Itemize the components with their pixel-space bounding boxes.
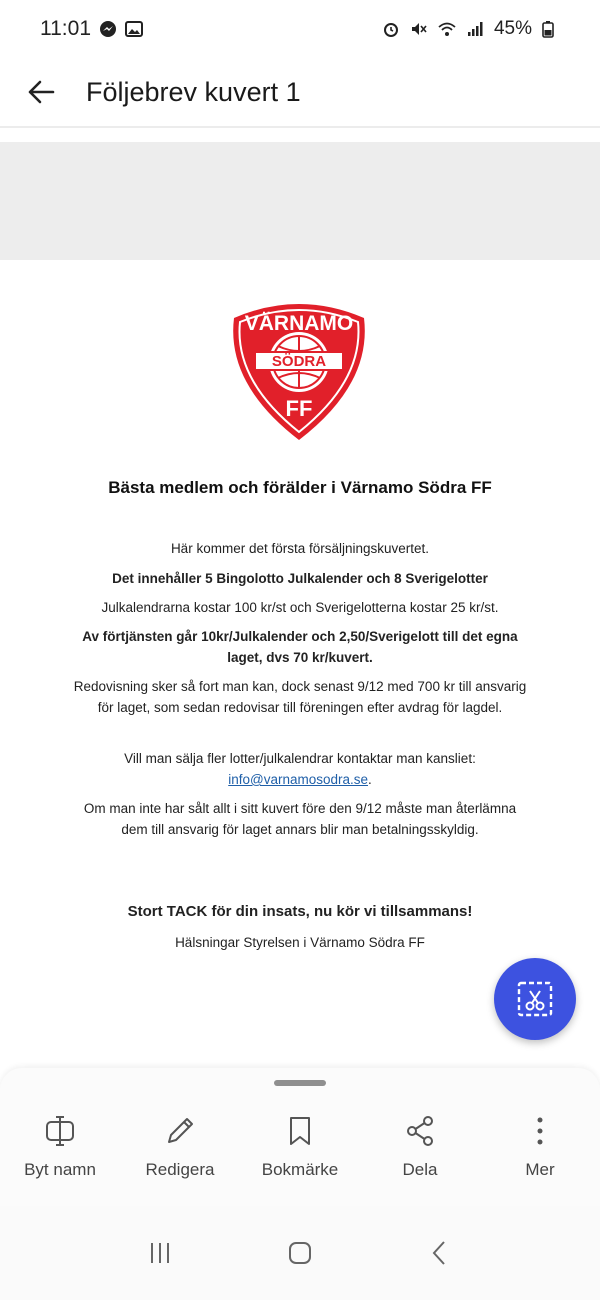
logo-mid-text: SÖDRA [271,353,327,370]
share-icon [403,1114,437,1148]
back-button[interactable] [24,75,58,109]
letter-paragraph-3: Julkalendrarna kostar 100 kr/st och Sverigelotterna kostar 25 kr/st. [101,600,499,615]
nav-back-icon [425,1238,455,1268]
alarm-icon [382,20,400,38]
battery-icon [542,20,560,38]
rename-label: Byt namn [24,1160,96,1179]
letter-heading: Bästa medlem och förälder i Värnamo Södra FF [108,478,492,497]
share-button[interactable] [360,1106,480,1206]
rename-button[interactable] [0,1106,120,1206]
recent-apps-button[interactable] [140,1233,180,1273]
recent-apps-icon [145,1238,175,1268]
nav-back-button[interactable] [420,1233,460,1273]
rename-icon [43,1114,77,1148]
back-arrow-icon [26,77,56,107]
letter-paragraph-6-suffix: . [368,772,372,787]
status-time: 11:01 [40,17,91,40]
action-row [0,1106,600,1206]
club-logo [226,296,372,442]
bookmark-button[interactable] [240,1106,360,1206]
share-label: Dela [402,1160,438,1179]
mute-icon [410,20,428,38]
bookmark-label: Bokmärke [261,1160,339,1179]
status-right [382,18,560,40]
more-label: Mer [525,1160,555,1179]
signal-icon [466,20,484,38]
page-title: Följebrev kuvert 1 [86,76,301,107]
email-link[interactable]: info@varnamosodra.se [228,772,368,787]
letter-signature: Hälsningar Styrelsen i Värnamo Södra FF [175,935,425,950]
status-left [40,17,143,41]
home-button[interactable] [280,1233,320,1273]
edit-button[interactable] [120,1106,240,1206]
bookmark-icon [283,1114,317,1148]
edit-label: Redigera [145,1160,215,1179]
letter-paragraph-1: Här kommer det första försäljningskuvertet. [170,541,430,556]
sheet-drag-handle[interactable] [274,1080,326,1086]
scissors-capture-icon [515,979,555,1019]
more-button[interactable] [480,1106,600,1206]
letter-paragraph-6-text: Vill man sälja fler lotter/julkalendrar kontaktar man kansliet: [124,751,476,766]
wifi-icon [438,20,456,38]
letter-paragraph-7: Om man inte har sålt allt i sitt kuvert före den 9/12 måste man återlämna dem till ansvarig för laget annars blir man betalningsskyldig. [83,801,517,837]
letter-paragraph-6 [70,748,530,790]
capture-fab-button[interactable] [494,958,576,1040]
home-icon [285,1238,315,1268]
letter-thanks: Stort TACK för din insats, nu kör vi tillsammans! [127,903,473,920]
gallery-icon [125,20,143,38]
system-navigation-bar [0,1206,600,1300]
letter-paragraph-2: Det innehåller 5 Bingolotto Julkalender och 8 Sverigelotter [112,571,488,586]
letter-paragraph-4: Av förtjänsten går 10kr/Julkalender och 2,50/Sverigelott till det egna laget, dvs 70 kr/kuvert. [82,629,518,665]
logo-bottom-text: FF [285,396,313,421]
status-bar [0,0,600,58]
app-bar [0,58,600,128]
more-icon [523,1114,557,1148]
letter-paragraph-5: Redovisning sker så fort man kan, dock senast 9/12 med 700 kr till ansvarig för laget, som sedan redovisar till föreningen efter avdrag för lagdel. [73,679,527,715]
bottom-action-sheet [0,1068,600,1206]
messenger-icon [99,20,117,38]
pencil-icon [163,1114,197,1148]
battery-percent: 45% [493,18,532,39]
document-header-band [0,142,600,260]
logo-top-text: VÄRNAMO [244,312,354,335]
